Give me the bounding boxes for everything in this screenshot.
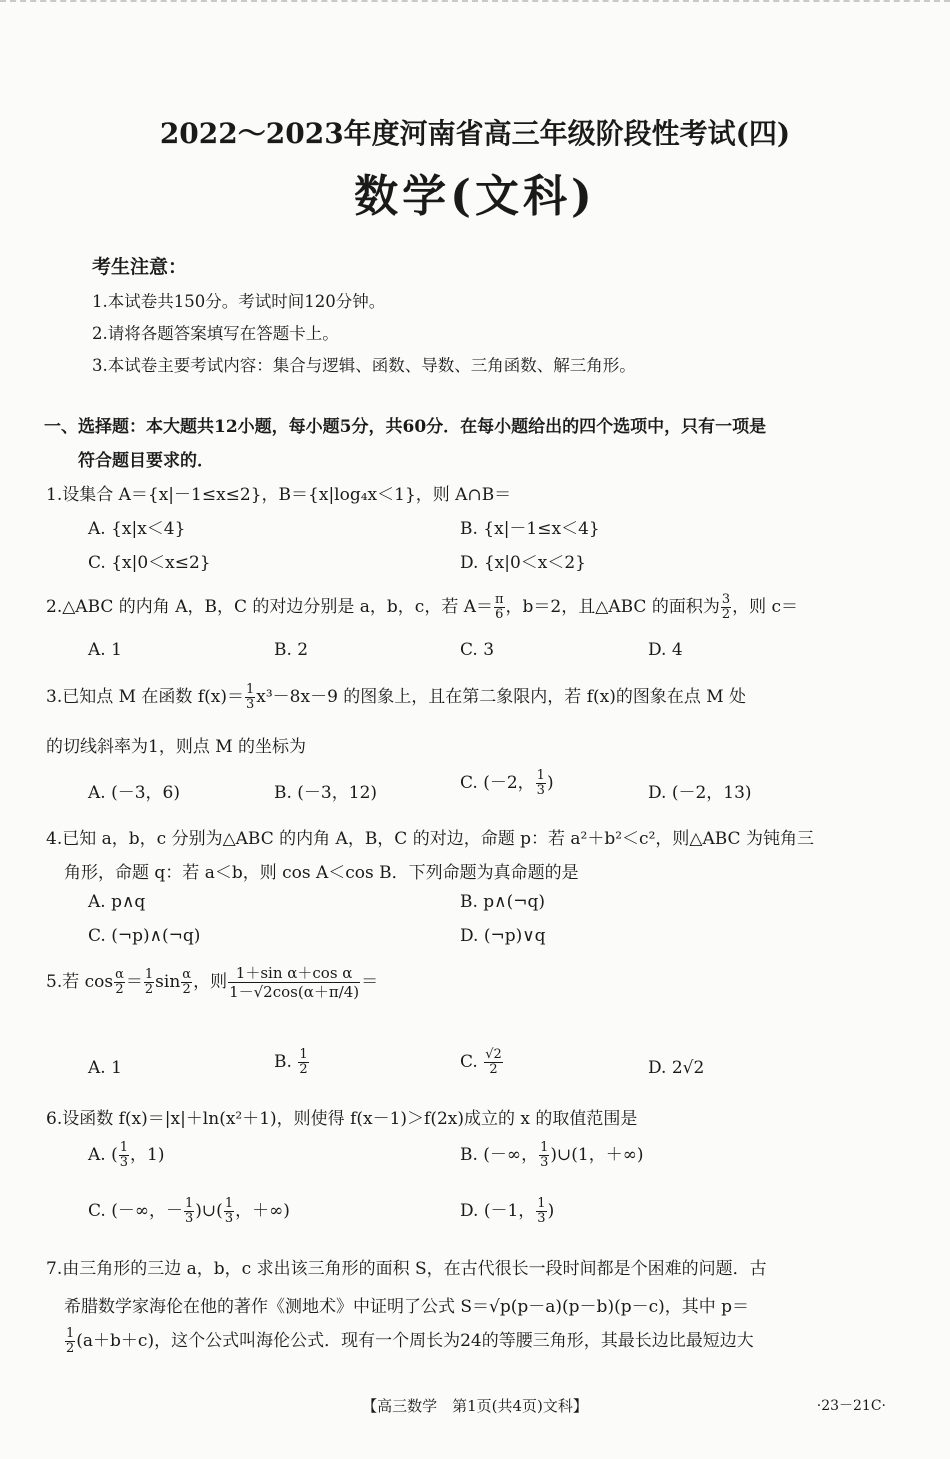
q3-option-d: D. (－2，13) [648,783,752,803]
question-3-stem-cont: 的切线斜率为1，则点 M 的坐标为 [46,737,307,757]
page-footer: 【高三数学 第1页(共4页)文科】 [362,1397,588,1415]
question-5-stem: 5.若 cos $\frac{\alpha}{2}$ ＝ $\frac{1}{2}$ sin $\frac{\alpha}{2}$ ，则 $\frac{\text{1＋sin α＋cos α}}{1-√2\cos(\alpha+\pi/4)}$ ＝ [46,964,379,1001]
q2-stem-part: 2.△ABC 的内角 A，B，C 的对边分别是 a，b，c，若 A＝ [46,597,493,617]
fraction-1-over-3: $\frac{1}{3}$ [245,682,255,712]
q2-option-c: C. 3 [460,640,495,660]
fraction-1-over-2: $\frac{1}{2}$ [144,967,154,997]
fraction-alpha-over-2: $\frac{\alpha}{2}$ [115,967,124,997]
section-heading: 一、选择题：本大题共12小题，每小题5分，共60分．在每小题给出的四个选项中，只有一项是 [44,417,767,437]
fraction-1-over-3: $\frac{1}{3}$ [224,1196,234,1226]
paper-code: ·23－21C· [816,1398,886,1414]
q1-option-b: B. {x|－1≤x＜4} [460,519,600,539]
q4-option-b: B. p∧(¬q) [460,892,546,912]
q4-option-a: A. p∧q [88,892,146,912]
question-4-stem: 4.已知 a，b，c 分别为△ABC 的内角 A，B，C 的对边，命题 p：若 a²＋b²＜c²，则△ABC 为钝角三 [46,829,814,849]
fraction-q5-expression: $\frac{\text{1＋sin α＋cos α}}{1-√2\cos(\alpha+\pi/4)}$ [229,964,360,1001]
scan-edge-marks [0,0,950,5]
q4-option-c: C. (¬p)∧(¬q) [88,926,201,946]
fraction-1-over-3: $\frac{1}{3}$ [536,768,545,798]
question-7-stem-cont: $\frac{1}{2}$ (a＋b＋c)，这个公式叫海伦公式．现有一个周长为24的等腰三角形，其最长边比最短边大 [66,1326,754,1356]
q2-option-b: B. 2 [274,640,309,660]
notice-item: 3.本试卷主要考试内容：集合与逻辑、函数、导数、三角函数、解三角形。 [92,356,636,375]
question-2-stem [46,592,798,622]
q5-option-d: D. 2√2 [648,1058,705,1078]
fraction-1-over-2: $\frac{1}{2}$ [66,1326,75,1356]
q6-option-b: B. (－∞， $\frac{1}{3}$ )∪(1，＋∞) [460,1140,644,1170]
subject-title: 数学(文科) [354,171,596,222]
fraction-sqrt2-over-2: $\frac{√2}{2}$ [485,1047,502,1077]
fraction-pi-over-6: $\frac{\pi}{6}$ [495,592,504,622]
question-1-stem: 1.设集合 A＝{x|－1≤x≤2}，B＝{x|log₄x＜1}，则 A∩B＝ [46,485,512,505]
q1-option-a: A. {x|x＜4} [88,519,186,539]
q2-stem-part: ，b＝2，且△ABC 的面积为 [505,597,720,617]
q3-option-a: A. (－3，6) [88,783,180,803]
q3-option-c: C. (－2， $\frac{1}{3}$ ) [460,768,554,798]
fraction-3-over-2: $\frac{3}{2}$ [721,592,731,622]
fraction-alpha-over-2: $\frac{\alpha}{2}$ [182,967,192,997]
q4-option-d: D. (¬p)∨q [460,926,546,946]
fraction-1-over-2: $\frac{1}{2}$ [299,1047,308,1077]
notice-heading: 考生注意： [92,256,188,278]
q6-option-c: C. (－∞，－ $\frac{1}{3}$ )∪( $\frac{1}{3}$ ，＋∞) [88,1196,290,1226]
q5-option-b: B. $\frac{1}{2}$ [274,1047,308,1077]
fraction-1-over-3: $\frac{1}{3}$ [185,1196,194,1226]
q6-option-a: A. ( $\frac{1}{3}$ ，1) [88,1140,165,1170]
question-4-stem-cont: 角形，命题 q：若 a＜b，则 cos A＜cos B．下列命题为真命题的是 [64,863,579,883]
question-7-stem-cont: 希腊数学家海伦在他的著作《测地术》中证明了公式 S＝√p(p－a)(p－b)(p－c)，其中 p＝ [64,1297,750,1317]
q2-stem-part: ，则 c＝ [732,597,799,617]
q1-option-d: D. {x|0＜x＜2} [460,553,586,573]
q1-option-c: C. {x|0＜x≤2} [88,553,211,573]
question-6-stem: 6.设函数 f(x)＝|x|＋ln(x²＋1)，则使得 f(x－1)＞f(2x)成立的 x 的取值范围是 [46,1109,638,1129]
fraction-1-over-3: $\frac{1}{3}$ [537,1196,546,1226]
section-heading-cont: 符合题目要求的． [78,451,214,471]
question-3-stem: 3.已知点 M 在函数 f(x)＝ $\frac{1}{3}$ x³－8x－9 的图象上，且在第二象限内，若 f(x)的图象在点 M 处 [46,682,747,712]
q2-option-a: A. 1 [88,640,122,660]
q3-option-b: B. (－3，12) [274,783,378,803]
q2-option-d: D. 4 [648,640,683,660]
notice-item: 2.请将各题答案填写在答题卡上。 [92,324,339,343]
fraction-1-over-3: $\frac{1}{3}$ [540,1140,549,1170]
q5-option-a: A. 1 [88,1058,122,1078]
q5-option-c: C. $\frac{√2}{2}$ [460,1047,502,1077]
notice-item: 1.本试卷共150分。考试时间120分钟。 [92,292,386,311]
question-7-stem: 7.由三角形的三边 a，b，c 求出该三角形的面积 S，在古代很长一段时间都是个困难的问题．古 [46,1259,767,1279]
exam-title: 2022～2023年度河南省高三年级阶段性考试(四) [159,117,791,150]
fraction-1-over-3: $\frac{1}{3}$ [119,1140,128,1170]
q6-option-d: D. (－1， $\frac{1}{3}$ ) [460,1196,555,1226]
